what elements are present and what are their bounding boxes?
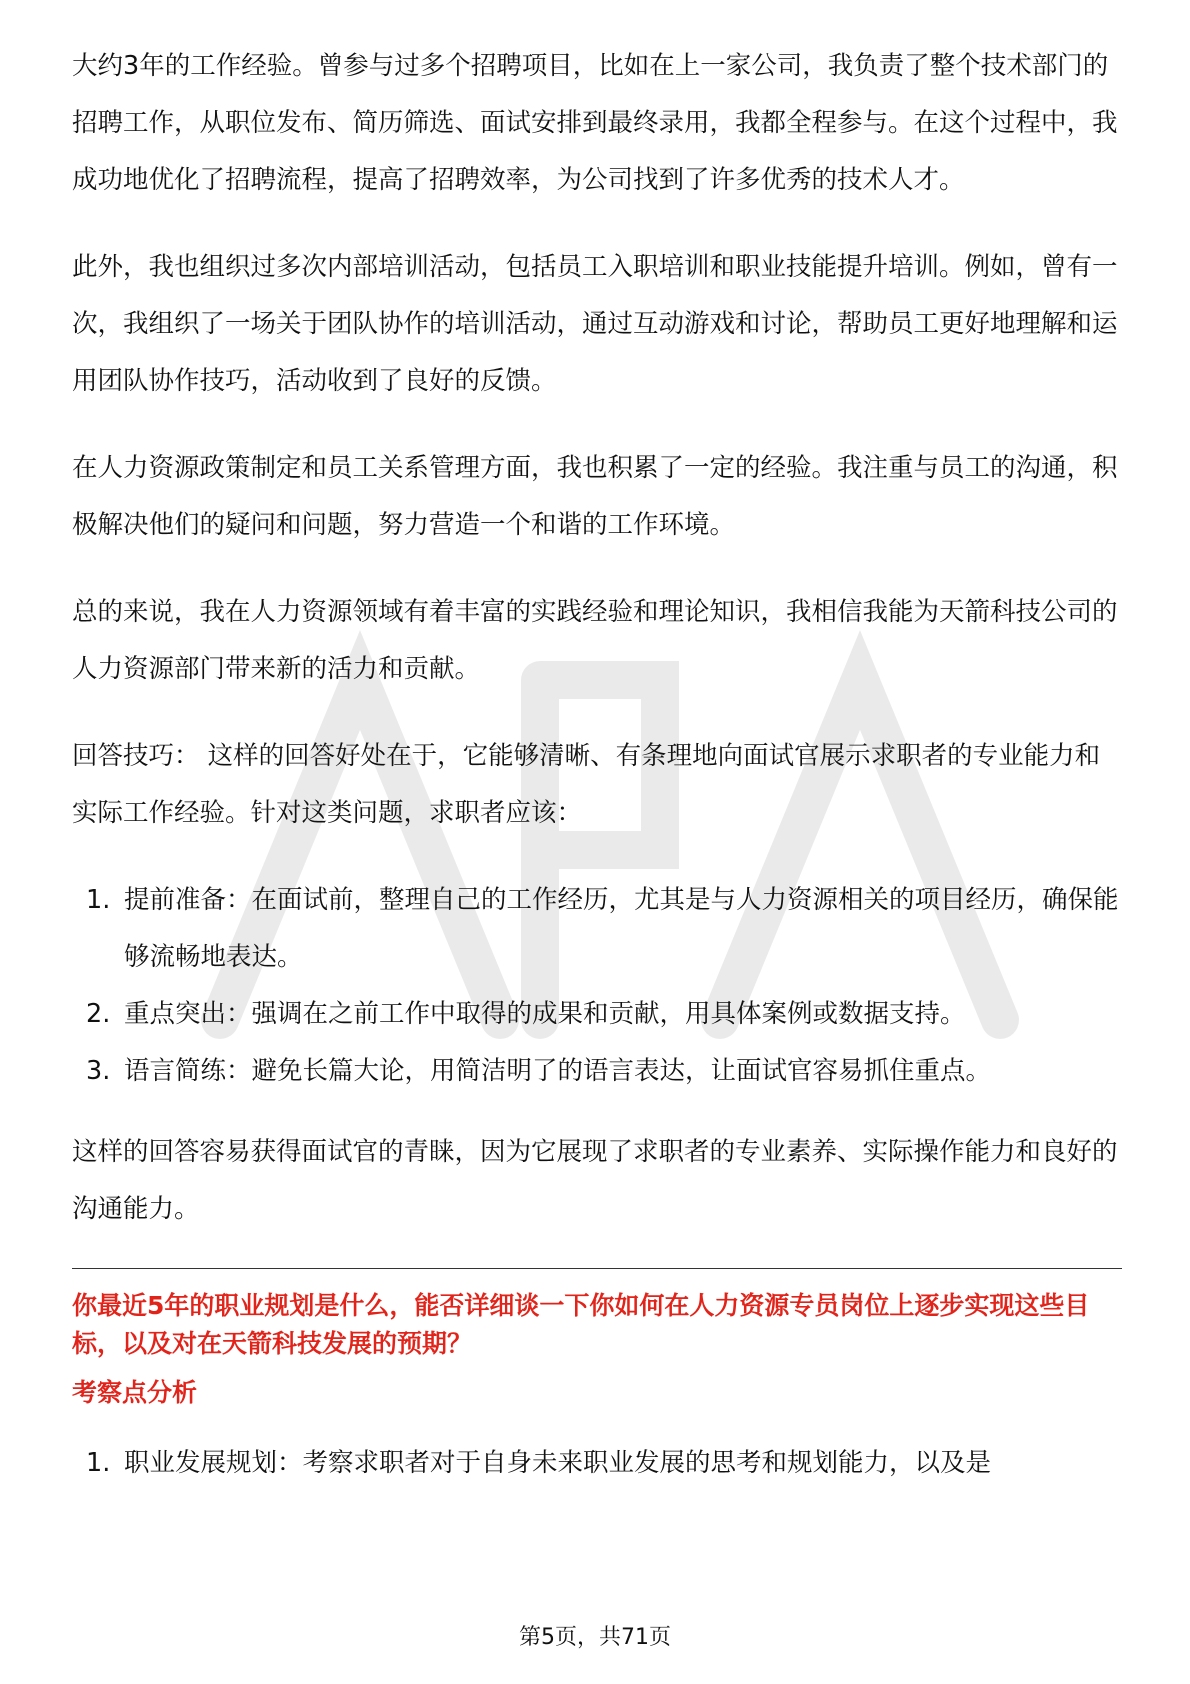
list-text: 语言简练：避免长篇大论，用简洁明了的语言表达，让面试官容易抓住重点。 bbox=[124, 1056, 992, 1086]
list-number: 1. bbox=[86, 885, 111, 915]
closing-paragraph: 这样的回答容易获得面试官的青睐，因为它展现了求职者的专业素养、实际操作能力和良好的沟通能力。 bbox=[72, 1137, 1118, 1224]
page-footer: 第5页，共71页 bbox=[519, 1625, 671, 1650]
paragraph: 在人力资源政策制定和员工关系管理方面，我也积累了一定的经验。我注重与员工的沟通，积极解决他们的疑问和问题，努力营造一个和谐的工作环境。 bbox=[72, 453, 1118, 540]
document-body bbox=[72, 38, 1122, 1516]
list-number: 2. bbox=[86, 999, 111, 1029]
paragraph: 此外，我也组织过多次内部培训活动，包括员工入职培训和职业技能提升培训。例如，曾有一次，我组织了一场关于团队协作的培训活动，通过互动游戏和讨论，帮助员工更好地理解和运用团队协作技巧，活动收到了良好的反馈。 bbox=[72, 252, 1118, 396]
analysis-heading: 考察点分析 bbox=[72, 1378, 198, 1407]
list-text: 提前准备：在面试前，整理自己的工作经历，尤其是与人力资源相关的项目经历，确保能够流畅地表达。 bbox=[124, 885, 1119, 972]
interview-question: 你最近5年的职业规划是什么，能否详细谈一下你如何在人力资源专员岗位上逐步实现这些目标，以及对在天箭科技发展的预期？ bbox=[72, 1291, 1090, 1358]
analysis-list bbox=[72, 1435, 1122, 1492]
section-divider bbox=[72, 1268, 1122, 1269]
list-item bbox=[72, 1435, 1122, 1492]
list-number: 1. bbox=[86, 1448, 111, 1478]
list-text: 重点突出：强调在之前工作中取得的成果和贡献，用具体案例或数据支持。 bbox=[124, 999, 966, 1029]
list-item bbox=[72, 872, 1122, 986]
paragraph: 总的来说，我在人力资源领域有着丰富的实践经验和理论知识，我相信我能为天箭科技公司的人力资源部门带来新的活力和贡献。 bbox=[72, 597, 1118, 684]
list-number: 3. bbox=[86, 1056, 111, 1086]
list-text: 职业发展规划：考察求职者对于自身未来职业发展的思考和规划能力，以及是 bbox=[124, 1448, 992, 1478]
tips-list bbox=[72, 872, 1122, 1100]
list-item bbox=[72, 1043, 1122, 1100]
paragraph: 大约3年的工作经验。曾参与过多个招聘项目，比如在上一家公司，我负责了整个技术部门的招聘工作，从职位发布、简历筛选、面试安排到最终录用，我都全程参与。在这个过程中，我成功地优化了招聘流程，提高了招聘效率，为公司找到了许多优秀的技术人才。 bbox=[72, 51, 1118, 195]
answer-tips-intro: 回答技巧： 这样的回答好处在于，它能够清晰、有条理地向面试官展示求职者的专业能力和实际工作经验。针对这类问题，求职者应该： bbox=[72, 741, 1101, 828]
list-item bbox=[72, 986, 1122, 1043]
